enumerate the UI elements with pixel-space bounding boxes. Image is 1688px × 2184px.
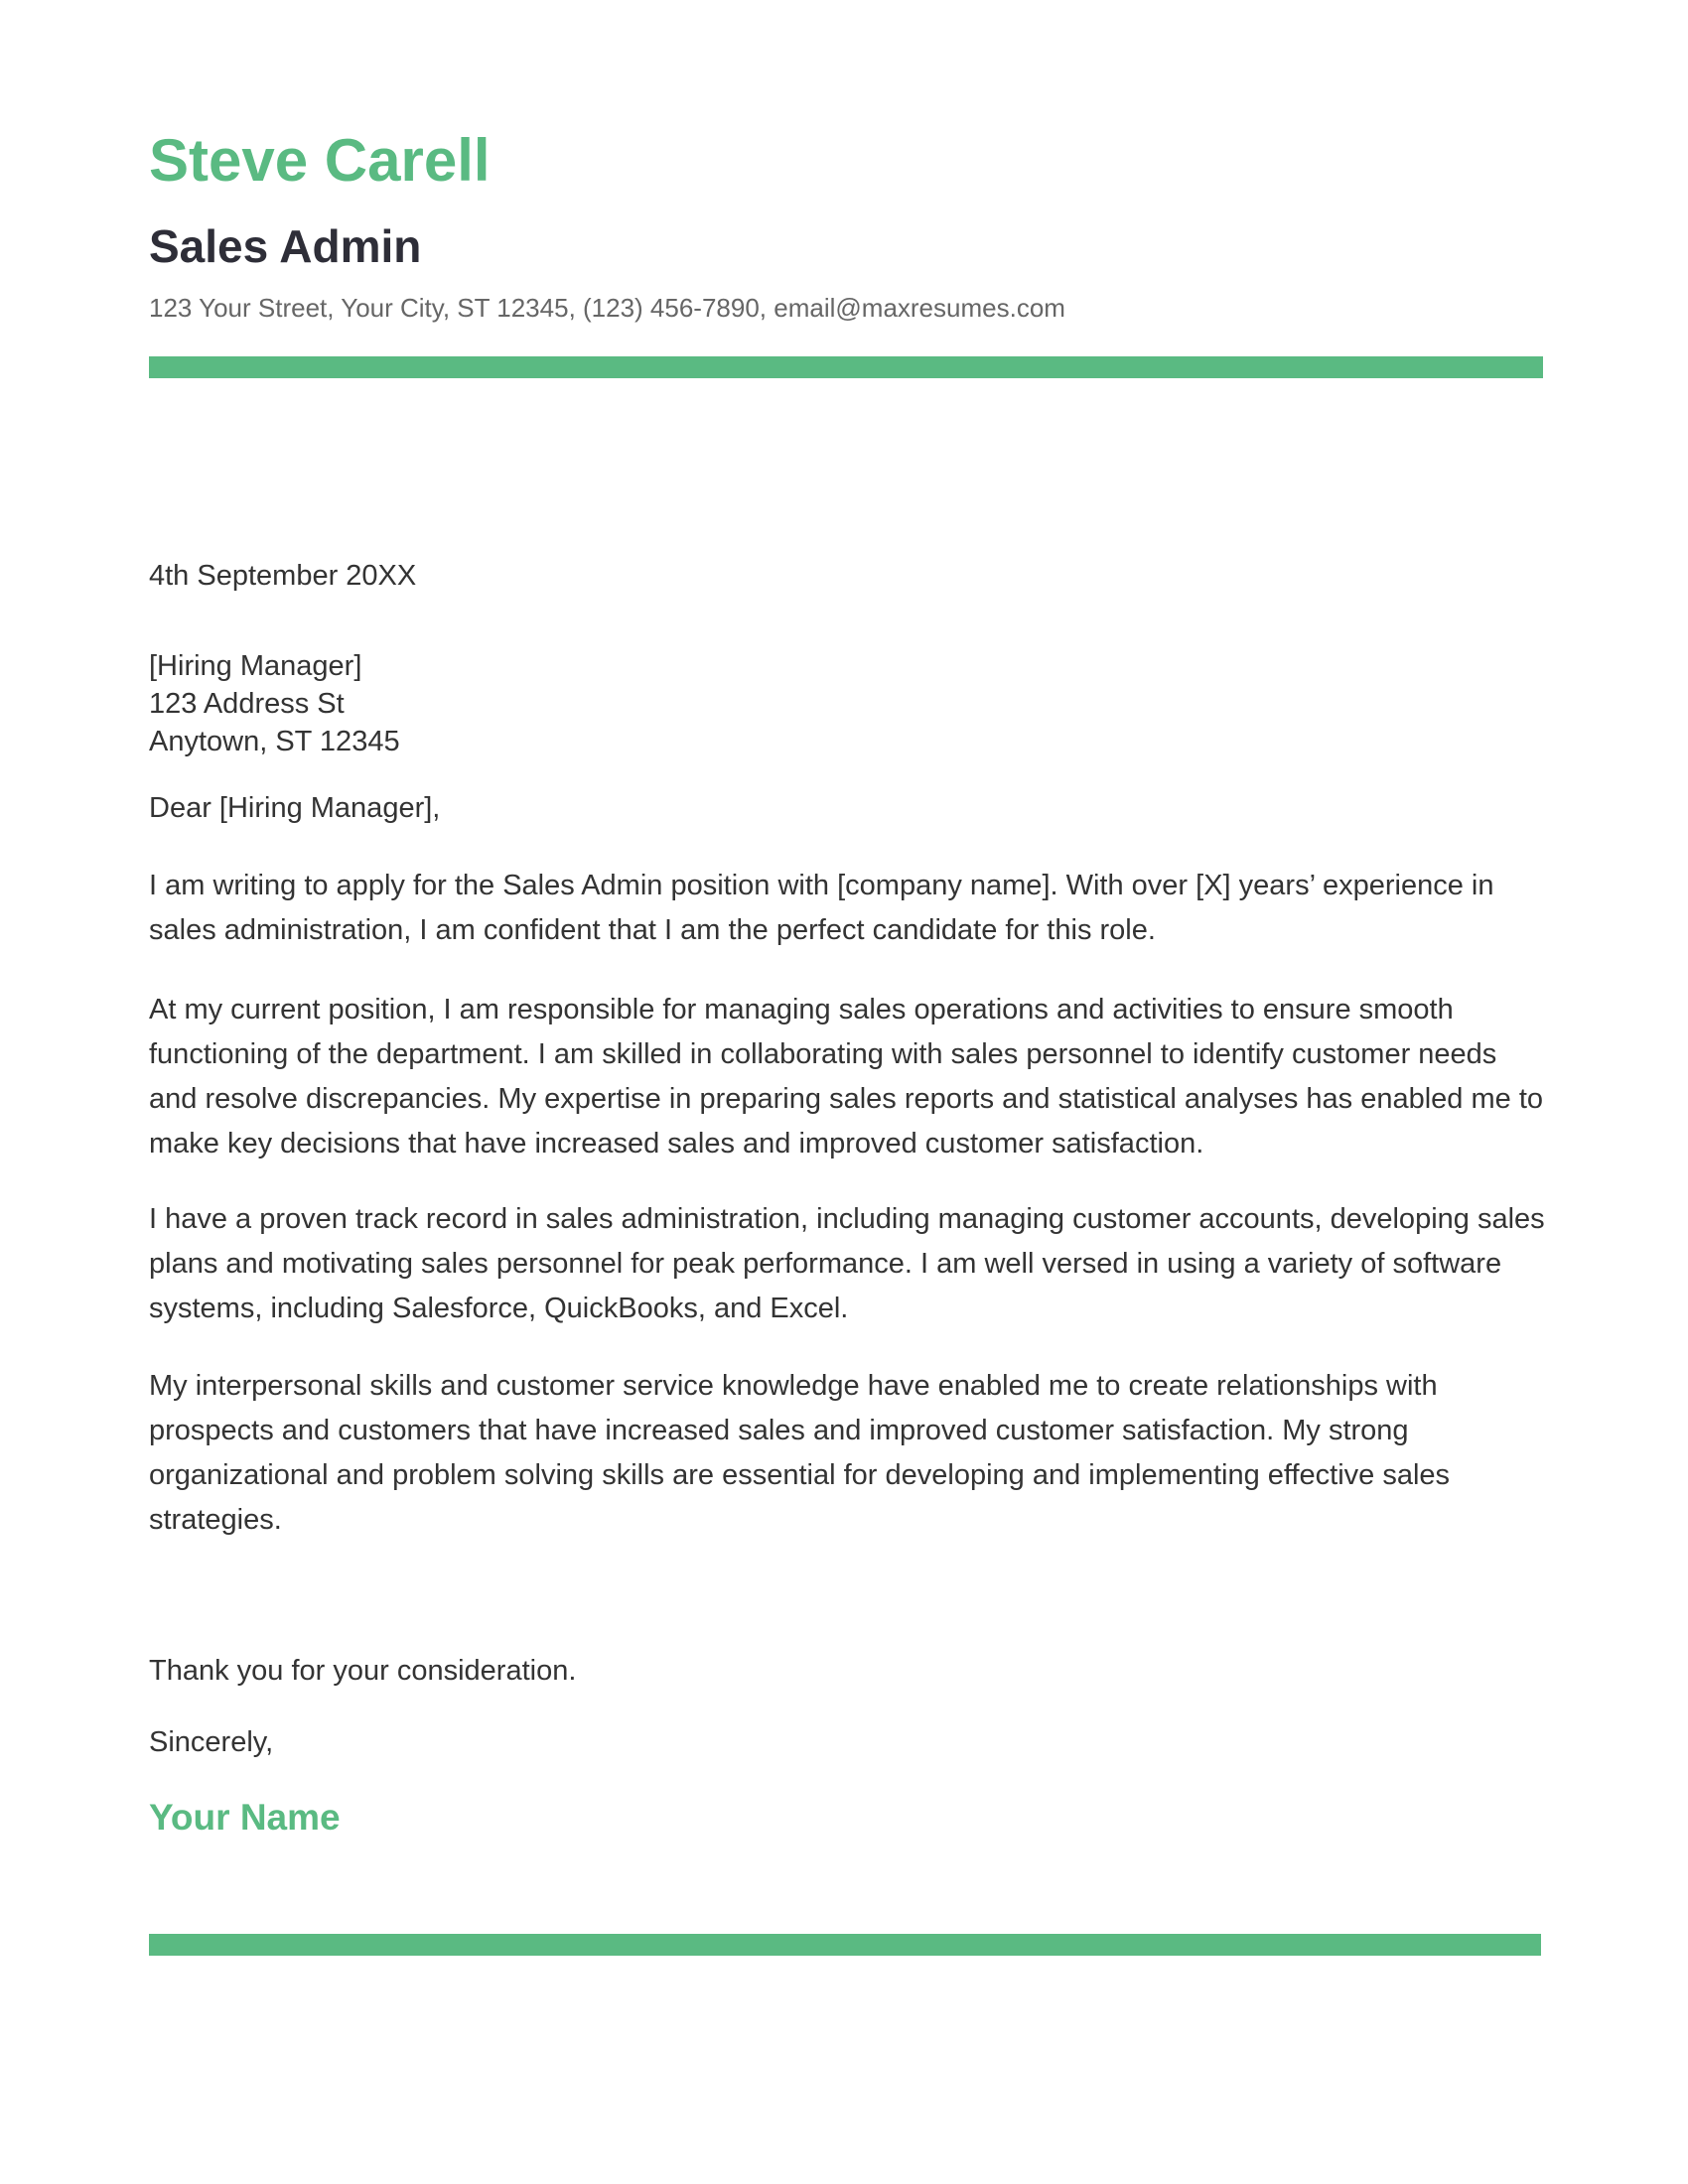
- salutation: Dear [Hiring Manager],: [149, 792, 441, 824]
- body-paragraph: My interpersonal skills and customer service knowledge have enabled me to create relationships with prospects and customers that have increased sales and improved customer satisfaction. My strong organizational and problem solving skills are essential for developing and implementing effective sales strategies.: [149, 1370, 1451, 1536]
- body-paragraph: I am writing to apply for the Sales Admin position with [company name]. With over [X] years’ experience in sales administration, I am confident that I am the perfect candidate for this role.: [149, 870, 1494, 946]
- thank-you-line: Thank you for your consideration.: [149, 1655, 577, 1687]
- recipient-address: [149, 647, 1549, 760]
- signature-name: Your Name: [149, 1797, 341, 1838]
- contact-info: 123 Your Street, Your City, ST 12345, (123) 456-7890, email@maxresumes.com: [149, 293, 1065, 323]
- recipient-street: 123 Address St: [149, 688, 345, 720]
- header-divider: [149, 356, 1543, 378]
- job-title: Sales Admin: [149, 220, 422, 272]
- applicant-name: Steve Carell: [149, 127, 491, 194]
- body-paragraph: I have a proven track record in sales administration, including managing customer accounts, developing sales plans and motivating sales personnel for peak performance. I am well versed in using a variety of software systems, including Salesforce, QuickBooks, and Excel.: [149, 1203, 1545, 1324]
- footer-divider: [149, 1934, 1541, 1956]
- closing-line: Sincerely,: [149, 1726, 274, 1758]
- body-paragraph: At my current position, I am responsible for managing sales operations and activities to ensure smooth functioning of the department. I am skilled in collaborating with sales personnel to identify customer needs and resolve discrepancies. My expertise in preparing sales reports and statistical analyses has enabled me to make key decisions that have increased sales and improved customer satisfaction.: [149, 994, 1544, 1160]
- recipient-name: [Hiring Manager]: [149, 650, 362, 682]
- recipient-city: Anytown, ST 12345: [149, 726, 400, 757]
- letter-date: 4th September 20XX: [149, 560, 417, 592]
